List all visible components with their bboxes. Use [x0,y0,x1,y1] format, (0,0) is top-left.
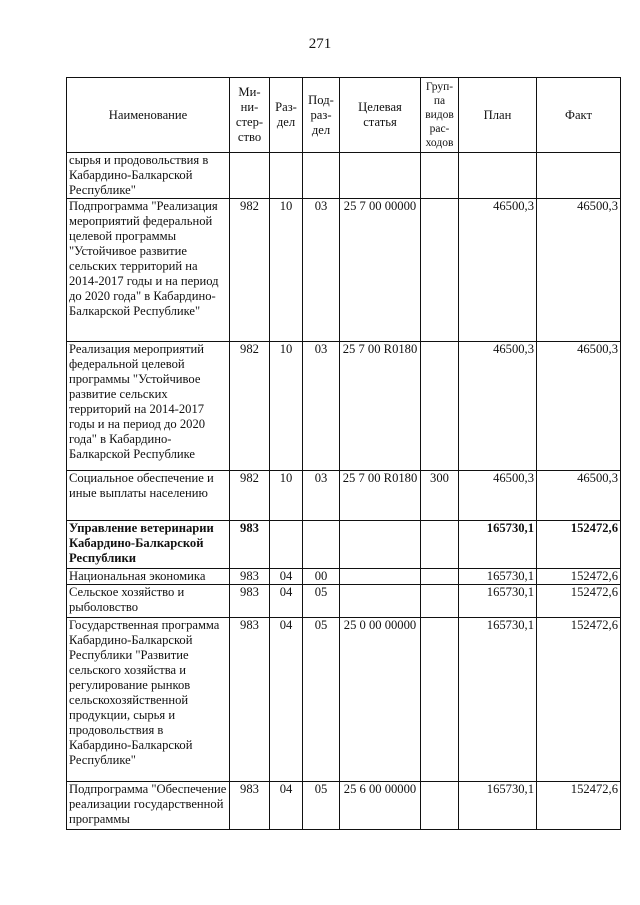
cell-section: 04 [270,782,303,830]
cell-ministry: 983 [230,618,270,782]
cell-plan: 165730,1 [459,782,537,830]
cell-subsection: 03 [303,471,340,521]
cell-subsection: 03 [303,342,340,471]
cell-fact: 46500,3 [537,342,621,471]
cell-fact: 46500,3 [537,471,621,521]
cell-name: Государственная программа Кабардино-Балкарской Республики "Развитие сельского хозяйства и регулирование рынков сельскохозяйственной продукции, сырья и продовольствия в Кабардино-Балкарской Республике" [67,618,230,782]
table-row [67,199,621,342]
cell-ministry: 983 [230,585,270,618]
cell-name: Реализация мероприятий федеральной целевой программы "Устойчивое развитие сельских территорий на 2014-2017 годы и на период до 2020 года" в Кабардино-Балкарской Республике [67,342,230,471]
cell-plan: 165730,1 [459,585,537,618]
cell-fact [537,153,621,199]
cell-subsection: 05 [303,618,340,782]
cell-target [340,153,421,199]
header-section: Раз- дел [270,78,303,153]
cell-target [340,569,421,585]
table-row [67,782,621,830]
table-row [67,569,621,585]
cell-fact: 152472,6 [537,585,621,618]
page-number: 271 [308,36,332,52]
header-ministry: Ми- ни- стер- ство [230,78,270,153]
table-row [67,153,621,199]
cell-target: 25 7 00 00000 [340,199,421,342]
cell-section: 04 [270,569,303,585]
cell-ministry: 982 [230,342,270,471]
cell-subsection [303,153,340,199]
header-plan: План [459,78,537,153]
cell-ministry: 982 [230,199,270,342]
budget-table [66,77,621,830]
cell-ministry: 983 [230,569,270,585]
cell-group [421,585,459,618]
header-group: Груп- па видов рас- ходов [421,78,459,153]
table-row [67,618,621,782]
cell-subsection: 05 [303,585,340,618]
cell-name: Сельское хозяйство и рыболовство [67,585,230,618]
header-target: Целевая статья [340,78,421,153]
cell-plan: 46500,3 [459,471,537,521]
cell-target: 25 7 00 R0180 [340,342,421,471]
cell-target [340,585,421,618]
cell-plan: 165730,1 [459,521,537,569]
cell-group: 300 [421,471,459,521]
cell-section: 04 [270,618,303,782]
cell-ministry: 983 [230,782,270,830]
cell-subsection: 05 [303,782,340,830]
table-row [67,471,621,521]
cell-section: 10 [270,471,303,521]
cell-subsection: 00 [303,569,340,585]
cell-plan: 46500,3 [459,199,537,342]
cell-fact: 152472,6 [537,782,621,830]
cell-plan: 46500,3 [459,342,537,471]
cell-ministry [230,153,270,199]
cell-name: Подпрограмма "Реализация мероприятий федеральной целевой программы "Устойчивое развитие сельских территорий на 2014-2017 годы и на период до 2020 года" в Кабардино-Балкарской Республике" [67,199,230,342]
cell-section [270,521,303,569]
cell-plan: 165730,1 [459,618,537,782]
cell-fact: 152472,6 [537,569,621,585]
table-row [67,521,621,569]
cell-target [340,521,421,569]
cell-ministry: 982 [230,471,270,521]
cell-target: 25 0 00 00000 [340,618,421,782]
cell-fact: 152472,6 [537,618,621,782]
cell-name: Социальное обеспечение и иные выплаты населению [67,471,230,521]
cell-subsection: 03 [303,199,340,342]
cell-subsection [303,521,340,569]
cell-section [270,153,303,199]
cell-name: сырья и продовольствия в Кабардино-Балкарской Республике" [67,153,230,199]
cell-group [421,521,459,569]
table-row [67,585,621,618]
header-fact: Факт [537,78,621,153]
cell-group [421,199,459,342]
cell-name: Подпрограмма "Обеспечение реализации государственной программы [67,782,230,830]
cell-name: Управление ветеринарии Кабардино-Балкарской Республики [67,521,230,569]
cell-target: 25 6 00 00000 [340,782,421,830]
header-name: Наименование [67,78,230,153]
header-subsection: Под- раз- дел [303,78,340,153]
cell-ministry: 983 [230,521,270,569]
header-row [67,78,621,153]
cell-group [421,153,459,199]
cell-section: 10 [270,342,303,471]
cell-section: 10 [270,199,303,342]
cell-plan [459,153,537,199]
cell-group [421,782,459,830]
cell-plan: 165730,1 [459,569,537,585]
cell-group [421,342,459,471]
cell-group [421,618,459,782]
cell-group [421,569,459,585]
table-row [67,342,621,471]
cell-name: Национальная экономика [67,569,230,585]
cell-fact: 152472,6 [537,521,621,569]
cell-target: 25 7 00 R0180 [340,471,421,521]
cell-section: 04 [270,585,303,618]
cell-fact: 46500,3 [537,199,621,342]
